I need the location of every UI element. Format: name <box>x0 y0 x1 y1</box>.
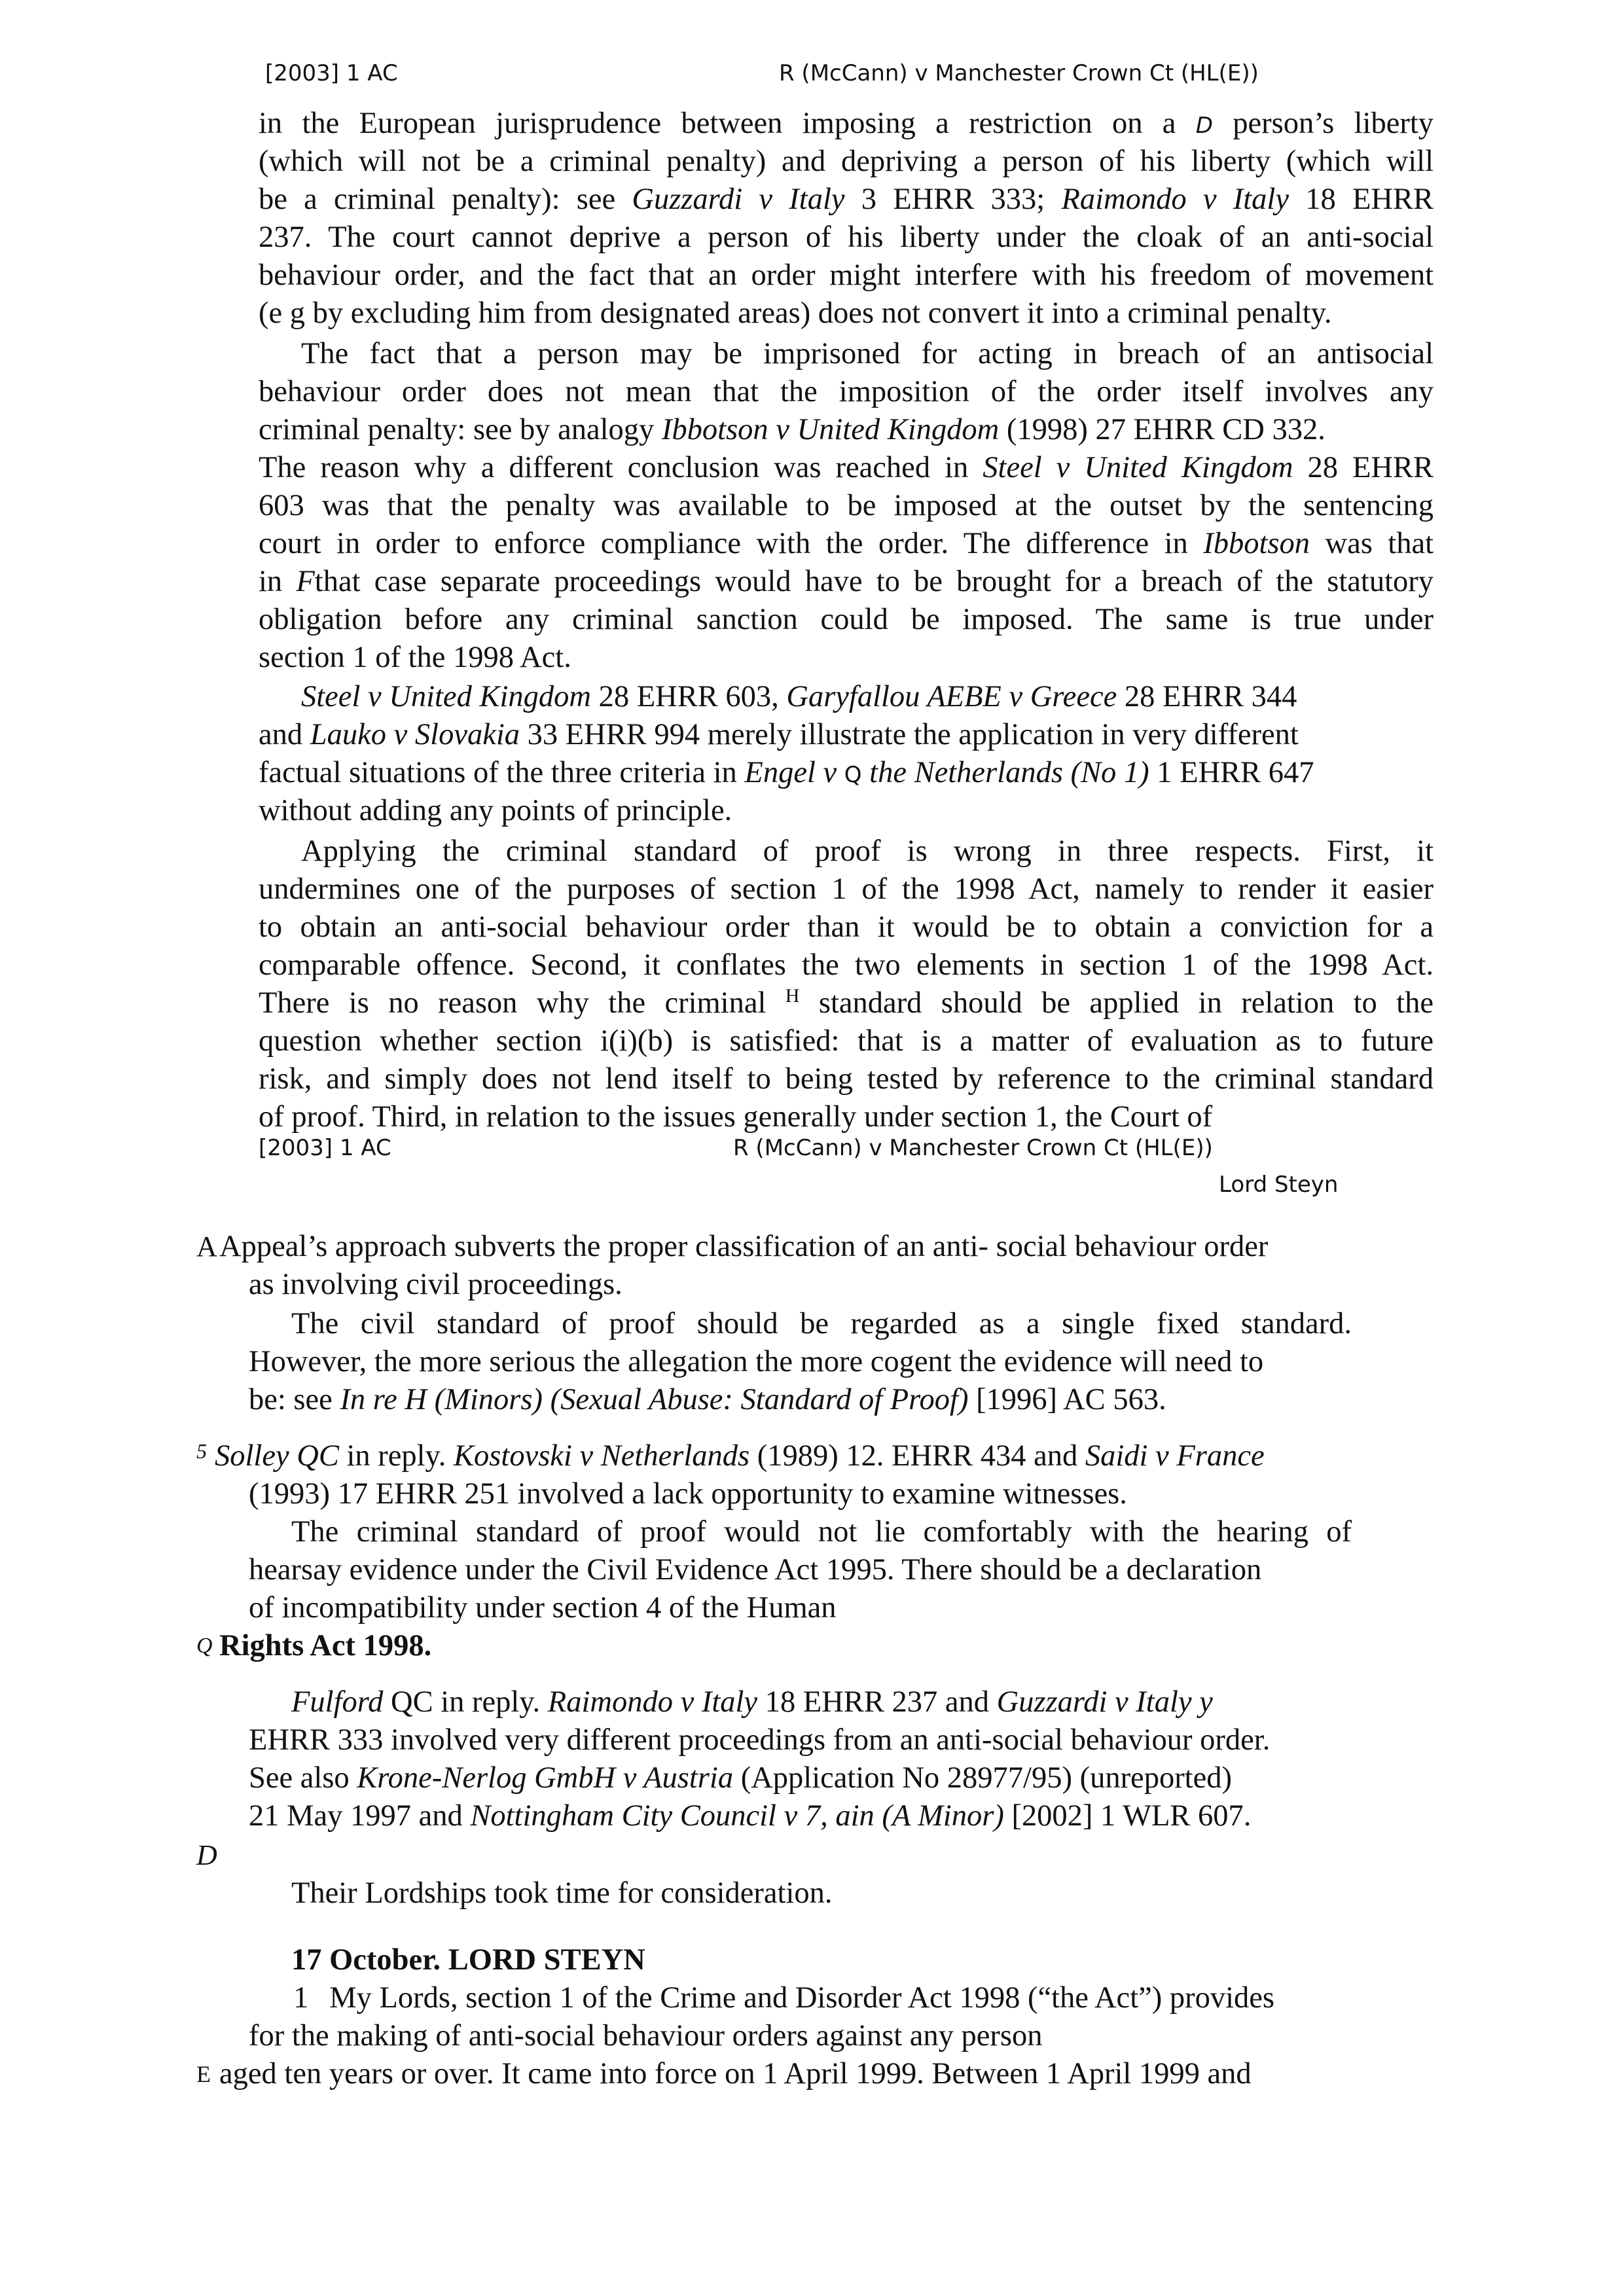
text-line: behaviour order does not mean that the imposition of the order itself involves any <box>259 375 1434 408</box>
margin-letter-q: Q <box>196 1634 213 1658</box>
running-header-case-name: R (McCann) v Manchester Crown Ct (HL(E)) <box>779 60 1259 86</box>
text-line: in Fthat case separate proceedings would have to be brought for a breach of the statutory <box>259 565 1434 598</box>
text-line: 237. The court cannot deprive a person of his liberty under the cloak of an anti-social <box>259 221 1434 254</box>
text-line: 1 My Lords, section 1 of the Crime and Disorder Act 1998 (“the Act”) provides <box>293 1981 1274 2015</box>
text-line: Applying the criminal standard of proof is wrong in three respects. First, it <box>301 834 1434 868</box>
text-line: hearsay evidence under the Civil Evidence Act 1995. There should be a declaration <box>249 1553 1262 1587</box>
text-line: However, the more serious the allegation the more cogent the evidence will need to <box>249 1345 1264 1378</box>
text-line: question whether section i(i)(b) is satisfied: that is a matter of evaluation as to future <box>259 1024 1434 1058</box>
text-line: The fact that a person may be imprisoned for acting in breach of an antisocial <box>301 337 1434 370</box>
text-line: behaviour order, and the fact that an order might interfere with his freedom of movement <box>259 259 1434 292</box>
text-line: be: see In re H (Minors) (Sexual Abuse: Standard of Proof) [1996] AC 563. <box>249 1383 1166 1416</box>
text-line: Steel v United Kingdom 28 EHRR 603, Garyfallou AEBE v Greece 28 EHRR 344 <box>301 680 1297 713</box>
margin-letter-d: D <box>196 1839 217 1871</box>
text-line: court in order to enforce compliance with the order. The difference in Ibbotson was that <box>259 527 1434 560</box>
text-line: undermines one of the purposes of section 1 of the 1998 Act, namely to render it easier <box>259 872 1434 906</box>
text-line: The civil standard of proof should be regarded as a single fixed standard. <box>291 1307 1352 1340</box>
text-line: of incompatibility under section 4 of the Human <box>249 1591 837 1624</box>
text-line: aged ten years or over. It came into force on 1 April 1999. Between 1 April 1999 and <box>219 2057 1252 2090</box>
text-line: to obtain an anti-social behaviour order than it would be to obtain a conviction for a <box>259 910 1434 944</box>
text-line: of proof. Third, in relation to the issues generally under section 1, the Court of <box>259 1100 1213 1134</box>
margin-letter-d-inline: D <box>1195 113 1213 139</box>
text-line: EHRR 333 involved very different proceedings from an anti-social behaviour order. <box>249 1723 1271 1757</box>
text-line: section 1 of the 1998 Act. <box>259 641 571 674</box>
text-line: for the making of anti-social behaviour orders against any person <box>249 2019 1043 2053</box>
margin-letter-e: E <box>196 2061 211 2087</box>
margin-letter-a: A <box>196 1230 217 1263</box>
text-line: without adding any points of principle. <box>259 794 732 827</box>
text-line: criminal penalty: see by analogy Ibbotson v United Kingdom (1998) 27 EHRR CD 332. <box>259 413 1326 446</box>
running-header-case-name: R (McCann) v Manchester Crown Ct (HL(E)) <box>733 1135 1213 1161</box>
running-header-citation: [2003] 1 AC <box>259 1135 391 1161</box>
text-line: risk, and simply does not lend itself to being tested by reference to the criminal standard <box>259 1062 1434 1096</box>
text-line: There is no reason why the criminal $^H$ standard should be applied in relation to the <box>259 985 1434 1020</box>
text-line: Fulford QC in reply. Raimondo v Italy 18 EHRR 237 and Guzzardi v Italy y <box>291 1685 1213 1719</box>
text-line: factual situations of the three criteria in Engel v Q the Netherlands (No 1) 1 EHRR 647 <box>259 756 1314 789</box>
text-line: as involving civil proceedings. <box>249 1268 623 1301</box>
text-line: comparable offence. Second, it conflates the two elements in section 1 of the 1998 Act. <box>259 948 1434 982</box>
running-header-judge: Lord Steyn <box>1219 1172 1339 1198</box>
text-line: (1993) 17 EHRR 251 involved a lack opportunity to examine witnesses. <box>249 1477 1127 1511</box>
paragraph-10: Their Lordships took time for consideration. <box>291 1876 833 1910</box>
text-line: (e g by excluding him from designated areas) does not convert it into a criminal penalty. <box>259 296 1332 330</box>
text-line: The reason why a different conclusion was reached in Steel v United Kingdom 28 EHRR <box>259 451 1434 484</box>
text-line: Solley QC in reply. Kostovski v Netherlands (1989) 12. EHRR 434 and Saidi v France <box>215 1439 1265 1473</box>
text-line: 603 was that the penalty was available to be imposed at the outset by the sentencing <box>259 489 1434 522</box>
judgment-heading: 17 October. LORD STEYN <box>291 1943 645 1977</box>
margin-letter-f-inline: F <box>296 565 315 598</box>
text-line: and Lauko v Slovakia 33 EHRR 994 merely illustrate the application in very different <box>259 718 1299 751</box>
text-line: in the European jurisprudence between imposing a restriction on a D person’s liberty <box>259 107 1434 140</box>
margin-letter-q-inline: Q <box>844 762 862 788</box>
text-line: See also Krone-Nerlog GmbH v Austria (Application No 28977/95) (unreported) <box>249 1761 1232 1795</box>
text-line: Rights Act 1998. <box>219 1629 432 1662</box>
margin-number-5: 5 <box>196 1439 207 1463</box>
text-line: (which will not be a criminal penalty) and depriving a person of his liberty (which will <box>259 145 1434 178</box>
text-line: 21 May 1997 and Nottingham City Council v 7, ain (A Minor) [2002] 1 WLR 607. <box>249 1799 1252 1833</box>
text-line: The criminal standard of proof would not lie comfortably with the hearing of <box>291 1515 1352 1549</box>
text-line: be a criminal penalty): see Guzzardi v Italy 3 EHRR 333; Raimondo v Italy 18 EHRR <box>259 183 1434 216</box>
text-line: Appeal’s approach subverts the proper classification of an anti- social behaviour order <box>219 1230 1269 1263</box>
text-line: obligation before any criminal sanction could be imposed. The same is true under <box>259 603 1434 636</box>
margin-letter-h-inline: H <box>785 985 800 1007</box>
running-header-citation: [2003] 1 AC <box>265 60 398 86</box>
